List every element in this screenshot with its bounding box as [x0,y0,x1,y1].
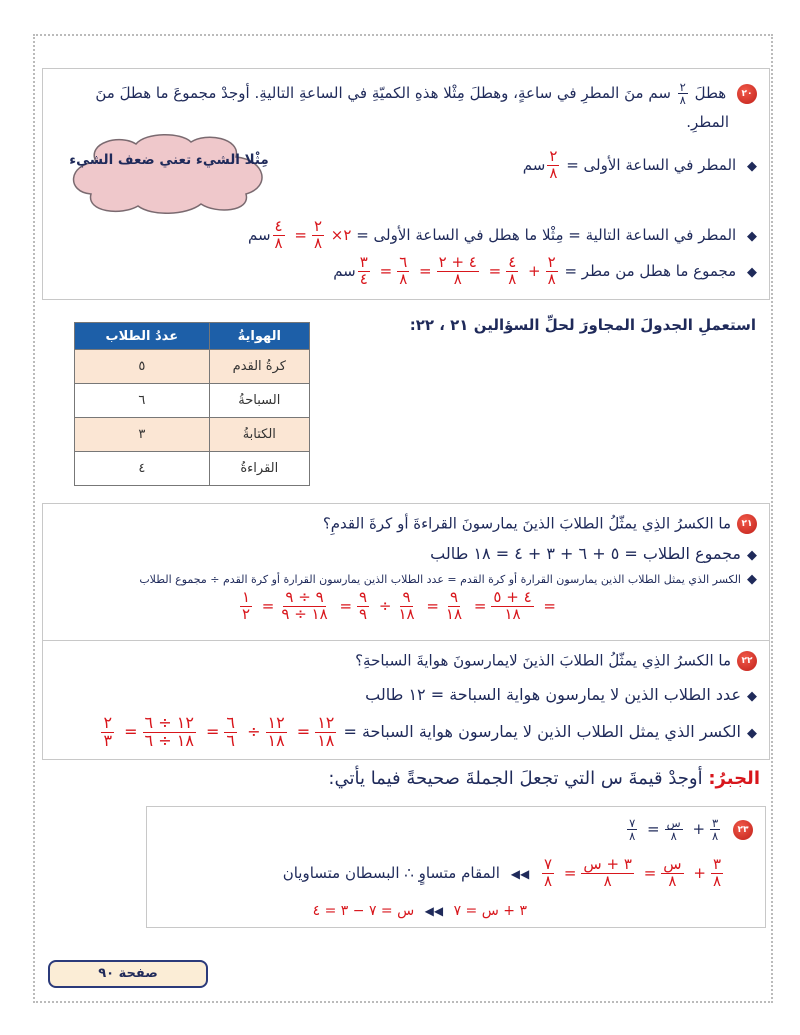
question-20-text [95,81,757,106]
table-intro: استعملِ الجدولَ المجاورَ لحلِّ السؤالين ٢١ ، ٢٢: [409,316,756,334]
q20-line-1: ◆ المطر في الساعة الأولى = $\frac{٢}{٨}$ سم [522,147,757,182]
q23-step-1: $\frac{٣}{٨}$ + $\frac{\text{س}}{٨}$ = $\frac{\text{٣ + س}}{٨}$ = $\frac{٧}{٨}$ ◀◀ المقام متساوٍ ∴ البسطان متساويان [282,855,721,890]
q21-line-2: ◆الكسر الذي يمثل الطلاب الذين يمارسون القرارة أو كرة القدم = عدد الطلاب الذين يمارسون القرارة أو كرة القدم ÷ مجموع الطلاب [139,572,757,587]
hobbies-table [74,322,310,486]
double-arrow-icon: ◀◀ [424,904,444,918]
table-row: الكتابةُ ٣ [75,418,310,452]
question-21-box [42,503,770,641]
thought-cloud-note [66,132,272,214]
question-number-badge: ٢١ [737,514,757,534]
question-23-box [146,806,766,928]
fraction: $\frac{٢}{٨}$ [549,147,558,182]
question-21-text: ٢١ما الكسرُ الذِي يمثّلُ الطلابَ الذينَ يمارسونَ القراءةَ أو كرةَ القدمِ؟ [323,514,757,534]
header-hobby: الهوايةُ [209,323,309,350]
table-row: كرةُ القدم ٥ [75,350,310,384]
header-students: عددُ الطلاب [75,323,210,350]
table-row: السباحةُ ٦ [75,384,310,418]
question-number-badge: ٢٣ [733,820,753,840]
page-number-tag: صفحة ٩٠ [48,960,208,988]
diamond-bullet-icon: ◆ [747,689,757,704]
question-23-given: ٢٣ $\frac{٣}{٨}$ + $\frac{\text{س}}{٨}$ = $\frac{٧}{٨}$ [625,817,753,842]
diamond-bullet-icon: ◆ [747,548,757,563]
fraction: $\frac{٤}{٨}$ [274,217,283,252]
fraction: $\frac{٢}{٨}$ [679,80,686,108]
question-number-badge: ٢٢ [737,651,757,671]
q21-fraction-chain: = $\frac{٤ + ٥}{١٨}$ = $\frac{٩}{١٨}$ = $\frac{٩}{١٨}$ ÷ $\frac{٩}{٩}$ = $\frac{٩ \div ٩}{١٨ \div ٩}$ = $\frac{١}{٢}$ [241,588,556,623]
fraction: $\frac{٢}{٨}$ [313,217,323,252]
question-22-text: ٢٢ما الكسرُ الذِي يمثّلُ الطلابَ الذينَ لايمارسونَ هوايةَ السباحةِ؟ [355,651,757,671]
table-row: القراءةُ ٤ [75,452,310,486]
q22-line-2: ◆الكسر الذي يمثل الطلاب الذين لا يمارسون هواية السباحة = $\frac{١٢}{١٨}$ = $\frac{١٢}{١٨}$ ÷ $\frac{٦}{٦}$ = $\frac{١٢ \div ٦}{١٨ \div ٦}$ = $\frac{٢}{٣}$ [103,713,757,750]
question-number-badge: ٢٠ [737,84,757,104]
q20-text-a: هطلَ [694,84,727,103]
q20-text-c: المطرِ. [686,113,729,131]
diamond-bullet-icon: ◆ [747,264,757,280]
algebra-heading: الجبرُ: أوجدْ قيمةَ س التي تجعلَ الجملةَ صحيحةً فيما يأتي: [328,768,760,789]
q20-line-2: ◆ المطر في الساعة التالية = مِثْلا ما هطل في الساعة الأولى = ٢× $\frac{٢}{٨}$ = $\frac{٤}{٨}$ سم [247,217,757,252]
q23-step-2: ٣ + س = ٧ ◀◀ س = ٧ − ٣ = ٤ [312,903,527,919]
q20-text-b: سم منَ المطرِ في ساعةٍ، وهطلَ مِثْلا هذهِ الكميّةِ في الساعةِ التاليةِ. أوجدْ مجموعَ ما هطلَ منَ [95,84,671,103]
diamond-bullet-icon: ◆ [747,158,757,174]
diamond-bullet-icon: ◆ [747,572,757,587]
q21-line-1: ◆مجموع الطلاب = ٥ + ٦ + ٣ + ٤ = ١٨ طالب [430,544,757,563]
cloud-icon [66,132,272,214]
question-22-box [42,640,770,760]
cloud-note-text: مِثْلا الشيء تعني ضعف الشيء [69,152,269,168]
diamond-bullet-icon: ◆ [747,725,757,741]
q20-line-3: ◆ مجموع ما هطل من مطر = $\frac{٢}{٨}$ + $\frac{٤}{٨}$ = $\frac{٤ + ٢}{٨}$ = $\frac{٦}{٨}$ = $\frac{٣}{٤}$ سم [333,253,757,288]
diamond-bullet-icon: ◆ [747,228,757,244]
q22-line-1: ◆عدد الطلاب الذين لا يمارسون هواية السباحة = ١٢ طالب [365,685,757,704]
double-arrow-icon: ◀◀ [510,866,530,881]
